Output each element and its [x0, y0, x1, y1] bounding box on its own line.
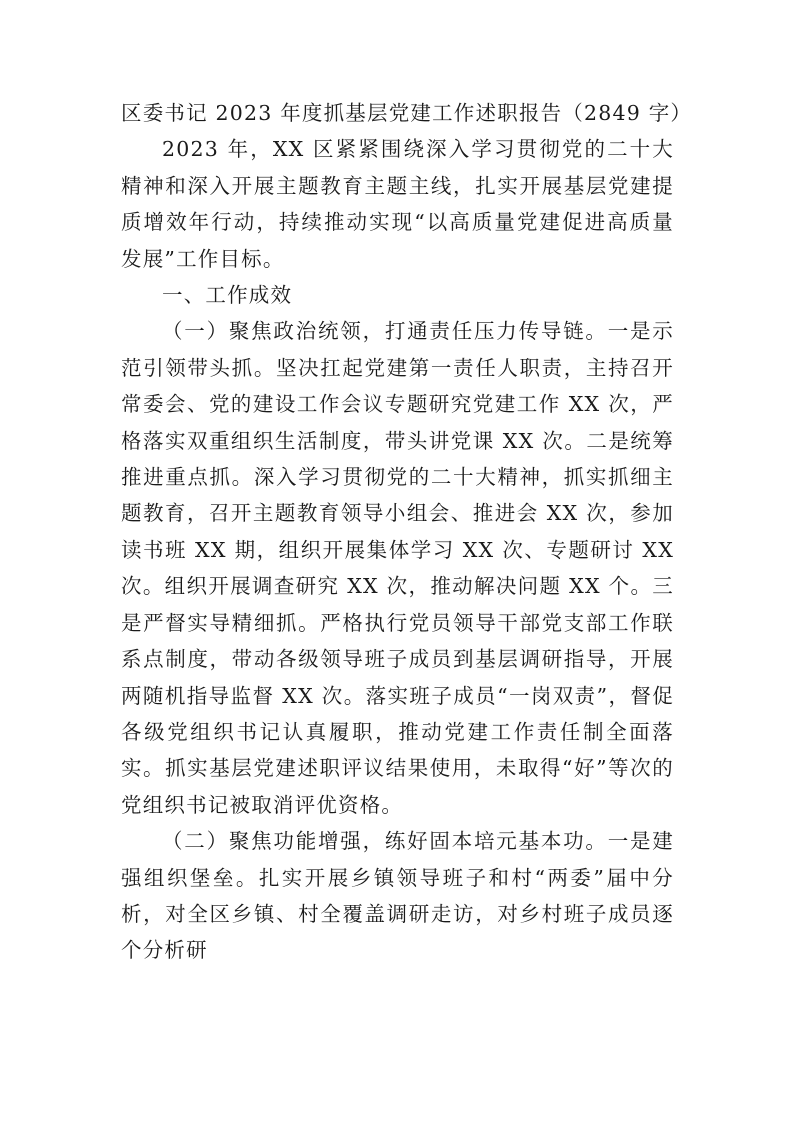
document-title: 区委书记 2023 年度抓基层党建工作述职报告（2849 字） [121, 101, 693, 125]
intro-paragraph: 2023 年，XX 区紧紧围绕深入学习贯彻党的二十大精神和深入开展主题教育主题主线，扎实开展基层党建提质增效年行动，持续推动实现“以高质量党建促进高质量发展”工作目标。 [121, 137, 674, 271]
document-body [121, 95, 693, 969]
body-paragraph-2: （二）聚焦功能增强，练好固本培元基本功。一是建强组织堡垒。扎实开展乡镇领导班子和村“两委”届中分析，对全区乡镇、村全覆盖调研走访，对乡村班子成员逐个分析研 [121, 829, 674, 963]
body-paragraph-1: （一）聚焦政治统领，打通责任压力传导链。一是示范引领带头抓。坚决扛起党建第一责任人职责，主持召开常委会、党的建设工作会议专题研究党建工作 XX 次，严格落实双重组织生活制度，带头讲党课 XX 次。二是统筹推进重点抓。深入学习贯彻党的二十大精神，抓实抓细主题教育，召开主题教育领导小组会、推进会 XX 次，参加读书班 XX 期，组织开展集体学习 XX 次、专题研讨 XX 次。组织开展调查研究 XX 次，推动解决问题 XX 个。三是严督实导精细抓。严格执行党员领导干部党支部工作联系点制度，带动各级领导班子成员到基层调研指导，开展两随机指导监督 XX 次。落实班子成员“一岗双责”，督促各级党组织书记认真履职，推动党建工作责任制全面落实。抓实基层党建述职评议结果使用，未取得“好”等次的党组织书记被取消评优资格。 [121, 319, 674, 817]
section-heading: 一、工作成效 [162, 283, 293, 308]
